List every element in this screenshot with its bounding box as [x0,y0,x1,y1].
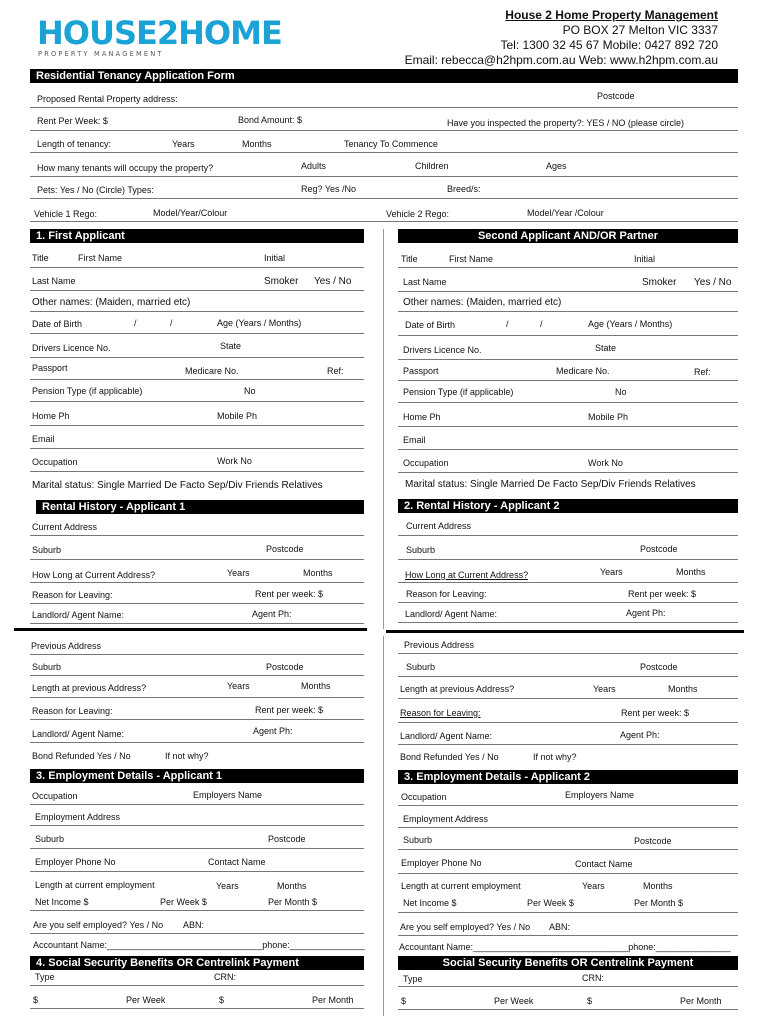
r2-prev-years-label: Years [593,684,616,694]
a1-state-label: State [220,341,242,351]
e2-employer-phone-label: Employer Phone No [401,858,482,868]
form-title: Residential Tenancy Application Form [30,69,738,83]
a2-work-no-label: Work No [588,458,623,468]
section-employment-1: 3. Employment Details - Applicant 1 [30,769,364,783]
e1-employment-address-label: Employment Address [35,812,121,822]
inspected-question: Have you inspected the property?: YES / NO (please circle) [447,118,684,128]
s2-dollar1: $ [401,996,407,1006]
a1-medicare-label: Medicare No. [185,366,239,376]
s1-crn-label: CRN: [214,972,236,982]
r1-bond-refunded-label: Bond Refunded Yes / No [32,751,131,761]
r2-prev-months-label: Months [668,684,698,694]
r2-agent-ph-label: Agent Ph: [626,608,666,618]
r1-prev-agent-ph-label: Agent Ph: [253,726,293,736]
vehicle2-model-label: Model/Year /Colour [527,208,604,218]
r1-postcode-label: Postcode [266,544,304,554]
a2-medicare-label: Medicare No. [556,366,610,376]
e2-years-label: Years [582,881,605,891]
r2-bond-refunded-label: Bond Refunded Yes / No [400,752,499,762]
section-second-applicant: Second Applicant AND/OR Partner [398,229,738,243]
a2-home-ph-label: Home Ph [403,412,441,422]
s2-per-week-label: Per Week [494,996,534,1006]
a2-licence-label: Drivers Licence No. [403,345,482,355]
a1-dob-slash1: / [134,318,137,328]
a2-other-names-label: Other names: (Maiden, married etc) [403,297,562,308]
e1-self-employed-label: Are you self employed? Yes / No [33,920,164,930]
length-tenancy-label: Length of tenancy: [37,139,112,149]
r2-postcode-label: Postcode [640,544,678,554]
r1-suburb-label: Suburb [32,545,62,555]
r2-rent-pw-label: Rent per week: $ [628,589,697,599]
tenancy-months-label: Months [242,139,272,149]
e1-occupation-label: Occupation [32,791,78,801]
e1-employer-phone-label: Employer Phone No [35,857,116,867]
a2-ref-label: Ref: [694,367,711,377]
r2-how-long-label: How Long at Current Address? [405,570,529,580]
a1-initial-label: Initial [264,253,286,263]
r2-suburb-label: Suburb [406,545,436,555]
r1-previous-address-label: Previous Address [31,641,102,651]
e1-years-label: Years [216,881,239,891]
e1-postcode-label: Postcode [268,834,306,844]
r1-current-address-label: Current Address [32,522,98,532]
e1-length-label: Length at current employment [35,880,155,890]
logo-text: HOUSE2HOME [37,14,282,52]
a2-last-name-label: Last Name [403,277,447,287]
s1-dollar1: $ [33,995,39,1005]
a1-mobile-ph-label: Mobile Ph [217,411,258,421]
company-name: House 2 Home Property Management [505,8,718,22]
a1-licence-label: Drivers Licence No. [32,343,111,353]
r2-if-not-label: If not why? [533,752,577,762]
tenancy-commence-label: Tenancy To Commence [344,139,438,149]
e1-suburb-label: Suburb [35,834,65,844]
r1-prev-months-label: Months [301,681,331,691]
r2-prev-landlord-label: Landlord/ Agent Name: [400,731,493,741]
a2-occupation-label: Occupation [403,458,449,468]
a2-title-label: Title [401,254,418,264]
logo-sub: PROPERTY MANAGEMENT [38,50,164,58]
a1-age-label: Age (Years / Months) [217,318,302,328]
r1-agent-ph-label: Agent Ph: [252,609,292,619]
a2-passport-label: Passport [403,366,439,376]
a1-work-no-label: Work No [217,456,252,466]
property-address-label: Proposed Rental Property address: [37,94,178,104]
e1-net-income-label: Net Income $ [35,897,89,907]
s2-per-month-label: Per Month [680,996,722,1006]
a1-smoker-label: Smoker [264,276,299,287]
bond-amount-label: Bond Amount: $ [238,115,303,125]
adults-label: Adults [301,161,327,171]
a2-email-label: Email [403,435,426,445]
r2-prev-reason-label: Reason for Leaving: [400,708,481,718]
e2-per-week-label: Per Week $ [527,898,574,908]
a1-home-ph-label: Home Ph [32,411,70,421]
section-first-applicant: 1. First Applicant [30,229,364,243]
r1-months-label: Months [303,568,333,578]
r2-years-label: Years [600,567,623,577]
r1-prev-landlord-label: Landlord/ Agent Name: [32,729,125,739]
r2-current-address-label: Current Address [406,521,472,531]
a2-marital-label: Marital status: Single Married De Facto Sep/Div Friends Relatives [405,479,696,490]
a1-email-label: Email [32,434,55,444]
r2-previous-address-label: Previous Address [404,640,475,650]
e1-accountant-label: Accountant Name:_______________________________phone:_______________ [33,940,365,950]
a2-pension-no-label: No [615,387,627,397]
a2-age-label: Age (Years / Months) [588,319,673,329]
a1-dob-slash2: / [170,318,173,328]
e1-abn-label: ABN: [183,920,205,930]
vehicle1-label: Vehicle 1 Rego: [34,209,98,219]
company-address: PO BOX 27 Melton VIC 3337 [562,23,718,37]
r2-prev-suburb-label: Suburb [406,662,436,672]
a2-smoker-yesno: Yes / No [694,277,732,288]
e2-accountant-label: Accountant Name:_______________________________phone:_______________ [399,942,731,952]
e2-postcode-label: Postcode [634,836,672,846]
vehicle2-label: Vehicle 2 Rego: [386,209,450,219]
section-rental-history-1: Rental History - Applicant 1 [36,500,364,514]
r1-reason-label: Reason for Leaving: [32,590,113,600]
e2-abn-label: ABN: [549,922,571,932]
e2-occupation-label: Occupation [401,792,447,802]
ages-label: Ages [546,161,567,171]
a2-dob-slash1: / [506,319,509,329]
a1-pension-label: Pension Type (if applicable) [32,386,143,396]
a2-dob-slash2: / [540,319,543,329]
vehicle1-model-label: Model/Year/Colour [153,208,228,218]
s1-type-label: Type [35,972,55,982]
section-social-security-1: 4. Social Security Benefits OR Centrelink Payment [30,956,364,970]
r2-prev-postcode-label: Postcode [640,662,678,672]
pets-label: Pets: Yes / No (Circle) Types: [37,185,154,195]
s1-per-week-label: Per Week [126,995,166,1005]
postcode-label: Postcode [597,91,635,101]
r2-landlord-label: Landlord/ Agent Name: [405,609,498,619]
a1-ref-label: Ref: [327,366,344,376]
a1-dob-label: Date of Birth [32,319,83,329]
e1-contact-name-label: Contact Name [208,857,266,867]
a1-marital-label: Marital status: Single Married De Facto Sep/Div Friends Relatives [32,480,323,491]
r2-prev-agent-ph-label: Agent Ph: [620,730,660,740]
section-rental-history-2: 2. Rental History - Applicant 2 [398,499,738,513]
e2-months-label: Months [643,881,673,891]
children-label: Children [415,161,449,171]
a2-pension-label: Pension Type (if applicable) [403,387,514,397]
r2-prev-rent-pw-label: Rent per week: $ [621,708,690,718]
a2-dob-label: Date of Birth [405,320,456,330]
r1-prev-postcode-label: Postcode [266,662,304,672]
s1-per-month-label: Per Month [312,995,354,1005]
section-social-security-2: Social Security Benefits OR Centrelink Payment [398,956,738,970]
e2-net-income-label: Net Income $ [403,898,457,908]
a1-other-names-label: Other names: (Maiden, married etc) [32,297,191,308]
r1-prev-suburb-label: Suburb [32,662,62,672]
s2-crn-label: CRN: [582,973,604,983]
company-logo [35,8,282,58]
r1-rent-pw-label: Rent per week: $ [255,589,324,599]
a1-last-name-label: Last Name [32,276,76,286]
r1-years-label: Years [227,568,250,578]
r2-length-prev-label: Length at previous Address? [400,684,515,694]
e2-length-label: Length at current employment [401,881,521,891]
e1-per-week-label: Per Week $ [160,897,207,907]
tenancy-years-label: Years [172,139,195,149]
company-contact: Email: rebecca@h2hpm.com.au Web: www.h2hpm.com.au [404,53,718,67]
section-employment-2: 3. Employment Details - Applicant 2 [398,770,738,784]
a1-smoker-yesno: Yes / No [314,276,352,287]
e2-suburb-label: Suburb [403,835,433,845]
a2-state-label: State [595,343,617,353]
r1-length-prev-label: Length at previous Address? [32,683,147,693]
pets-reg-label: Reg? Yes /No [301,184,357,194]
e1-employers-name-label: Employers Name [193,790,263,800]
a1-title-label: Title [32,253,49,263]
how-many-tenants-label: How many tenants will occupy the property? [37,163,214,173]
r1-prev-reason-label: Reason for Leaving: [32,706,113,716]
e2-employment-address-label: Employment Address [403,814,489,824]
a2-initial-label: Initial [634,254,656,264]
a1-pension-no-label: No [244,386,256,396]
r1-how-long-label: How Long at Current Address? [32,570,156,580]
r2-months-label: Months [676,567,706,577]
a2-first-name-label: First Name [449,254,494,264]
a1-passport-label: Passport [32,363,68,373]
s2-type-label: Type [403,974,423,984]
e2-per-month-label: Per Month $ [634,898,684,908]
company-phones: Tel: 1300 32 45 67 Mobile: 0427 892 720 [500,38,718,52]
a2-mobile-ph-label: Mobile Ph [588,412,629,422]
e2-self-employed-label: Are you self employed? Yes / No [400,922,531,932]
e1-months-label: Months [277,881,307,891]
s2-dollar2: $ [587,996,593,1006]
s1-dollar2: $ [219,995,225,1005]
e2-employers-name-label: Employers Name [565,790,635,800]
r1-landlord-label: Landlord/ Agent Name: [32,610,125,620]
a2-smoker-label: Smoker [642,277,677,288]
e1-per-month-label: Per Month $ [268,897,318,907]
r1-if-not-label: If not why? [165,751,209,761]
a1-first-name-label: First Name [78,253,123,263]
rent-per-week-label: Rent Per Week: $ [37,116,108,126]
e2-contact-name-label: Contact Name [575,859,633,869]
r1-prev-rent-pw-label: Rent per week: $ [255,705,324,715]
a1-occupation-label: Occupation [32,457,78,467]
r1-prev-years-label: Years [227,681,250,691]
r2-reason-label: Reason for Leaving: [406,589,487,599]
breeds-label: Breed/s: [447,184,481,194]
